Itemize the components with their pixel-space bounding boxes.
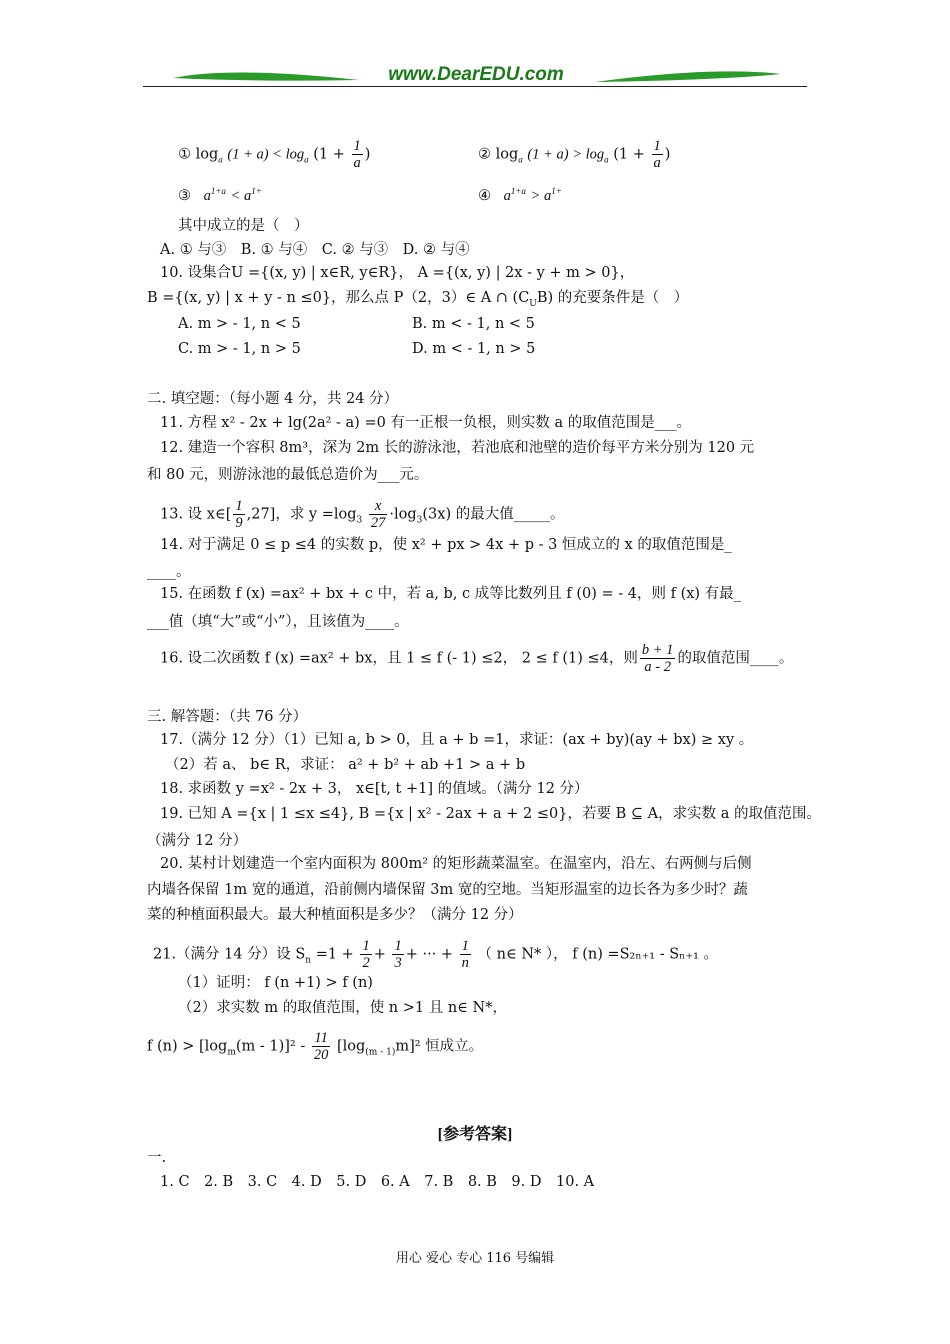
q16: 16. 设二次函数 f (x) =ax² + bx，且 1 ≤ f (- 1) ≤2， 2 ≤ f (1) ≤4，则 $\frac{b + 1}{a - 2}$ 的取值范围____。 [160, 642, 794, 675]
q10-choice-a: A. m > - 1, n < 5 [178, 316, 301, 332]
q11: 11. 方程 x² - 2x + lg(2a² - a) =0 有一正根一负根，则实数 a 的取值范围是___。 [160, 415, 692, 431]
q15-line-1: 15. 在函数 f (x) =ax² + bx + c 中，若 a, b, c 成等比数列且 f (0) = - 4，则 f (x) 有最_ [160, 586, 741, 602]
q20-line-3: 菜的种植面积最大。最大种植面积是多少？（满分 12 分） [147, 907, 523, 923]
q10-line-1: 10. 设集合U ={(x, y) | x∈R, y∈R}， A ={(x, y) | 2x - y + m > 0}， [160, 265, 635, 281]
section-3-title: 三. 解答题：（共 76 分） [147, 709, 308, 725]
q14-line-2: ____。 [147, 564, 191, 580]
q9-prompt: 其中成立的是（ ） [178, 218, 309, 234]
section-2-title: 二. 填空题：（每小题 4 分，共 24 分） [147, 391, 399, 407]
q17-part-2: （2）若 a、 b∈ R，求证： a² + b² + ab +1 > a + b [165, 757, 526, 773]
q18: 18. 求函数 y =x² - 2x + 3， x∈[t, t +1] 的值域。（满分 12 分） [160, 781, 589, 797]
q15-line-2: ___值（填“大”或“小”），且该值为____。 [147, 614, 409, 630]
q17-part-1: 17.（满分 12 分）（1）已知 a, b > 0，且 a + b =1，求证：(ax + by)(ay + bx) ≥ xy 。 [160, 732, 754, 748]
q14-line-1: 14. 对于满足 0 ≤ p ≤4 的实数 p，使 x² + px > 4x + p - 3 恒成立的 x 的取值范围是_ [160, 537, 732, 553]
q9-option-2: ② $\log_a (1 + a) > \log_a (1$ + $\frac{1}{a}$ ) [478, 138, 671, 171]
q9-option-4: ④ $a^{1+a} > a^{1+}$ [478, 186, 562, 204]
q20-line-1: 20. 某村计划建造一个室内面积为 800m² 的矩形蔬菜温室。在温室内，沿左、右两侧与后侧 [160, 856, 752, 872]
q10-line-2: B ={(x, y) | x + y - n ≤0}，那么点 P（2，3）∈ A ∩ $(C_UB)$ 的充要条件是（ ） [147, 290, 689, 309]
answers-section: 一. [147, 1150, 167, 1166]
q10-choice-d: D. m < - 1, n > 5 [412, 341, 536, 357]
site-logo-text: www.DearEDU.com [388, 64, 564, 85]
q19-line-2: （满分 12 分） [147, 833, 248, 849]
q9-choices: A. ① 与③ B. ① 与④ C. ② 与③ D. ② 与④ [160, 242, 470, 258]
q21-part-2: （2）求实数 m 的取值范围，使 n >1 且 n∈ N*， [178, 1000, 507, 1016]
q12-line-1: 12. 建造一个容积 8m³，深为 2m 长的游泳池，若池底和池壁的造价每平方米分别为 120 元 [160, 440, 755, 456]
q21-part-1: （1）证明： f (n +1) > f (n) [178, 975, 373, 991]
q13: 13. 设 x∈[ $\frac{1}{9}$ ,27]，求 $y =\log_3$ $\frac{x}{27}$ $\cdot\log_3(3x)$ 的最大值_____。 [160, 498, 565, 531]
q21-part-2-inequality: f $(n) > [\log_m(m - 1)]^2$ - $\frac{11}{20}$ $[\log_{(m - 1)}m]^2$ 恒成立。 [147, 1030, 484, 1063]
site-header [143, 62, 807, 90]
q9-option-3: ③ $a^{1+a} < a^{1+}$ [178, 186, 262, 204]
q10-choice-b: B. m < - 1, n < 5 [412, 316, 535, 332]
q19-line-1: 19. 已知 A ={x | 1 ≤x ≤4}, B ={x | x² - 2ax + a + 2 ≤0}，若要 B ⊆ A，求实数 a 的取值范围。 [160, 806, 821, 822]
answers-title: [参考答案] [437, 1126, 513, 1143]
q9-option-1: ① $\log_a (1 + a) < \log_a (1$ + $\frac{1}{a}$ ) [178, 138, 371, 171]
q21: 21.（满分 14 分）设 $S_n =1$ + $\frac{1}{2}$ + $\frac{1}{3}$ + ··· + $\frac{1}{n}$ （ n∈ N* ）， f (n) =S₂ₙ₊₁ - Sₙ₊₁ 。 [153, 938, 718, 971]
header-rule [143, 86, 807, 87]
q20-line-2: 内墙各保留 1m 宽的通道，沿前侧内墙保留 3m 宽的空地。当矩形温室的边长各为多少时？蔬 [147, 882, 748, 898]
q12-line-2: 和 80 元，则游泳池的最低总造价为___元。 [147, 467, 429, 483]
q10-choice-c: C. m > - 1, n > 5 [178, 341, 301, 357]
answers-list: 1. C 2. B 3. C 4. D 5. D 6. A 7. B 8. B 9. D 10. A [160, 1174, 595, 1190]
page-footer: 用心 爱心 专心 116 号编辑 [395, 1251, 555, 1266]
